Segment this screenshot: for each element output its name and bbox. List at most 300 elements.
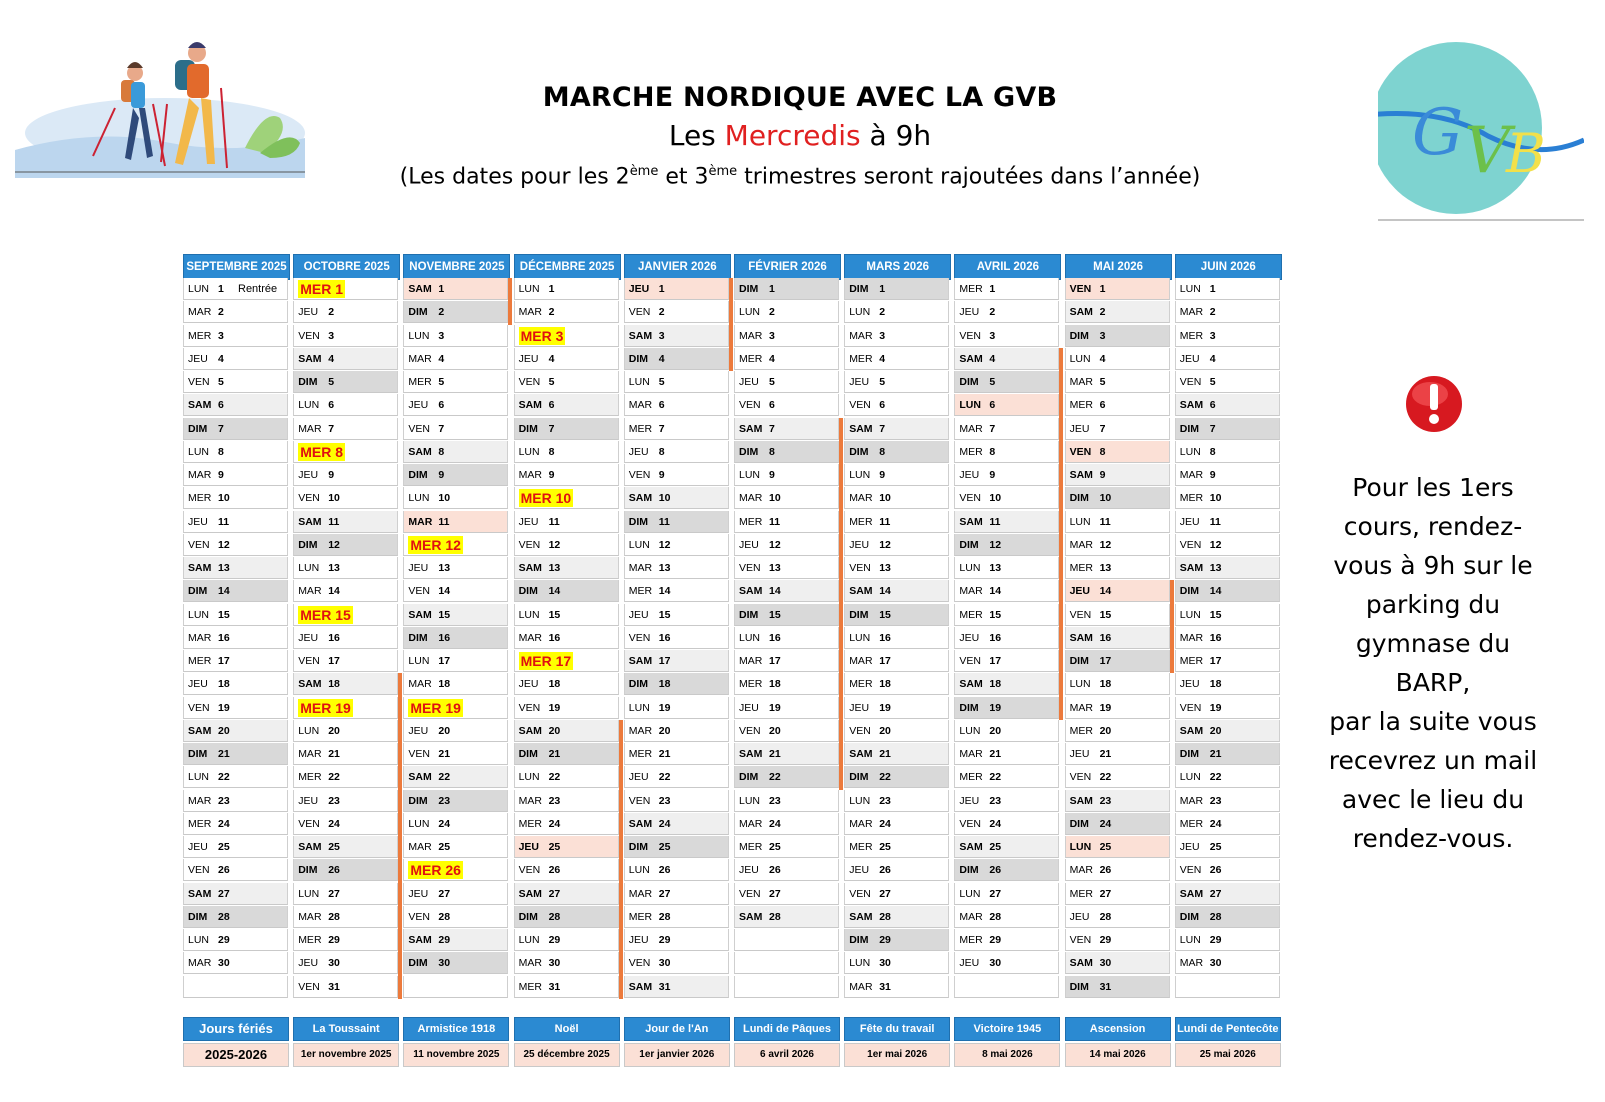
day-number: 28: [658, 910, 671, 923]
day-number: 21: [658, 748, 671, 760]
day-cell: [293, 906, 398, 928]
day-cell: [954, 929, 1059, 951]
day-cell: [954, 464, 1059, 486]
day-name: JEU: [1179, 841, 1200, 853]
day-name: VEN: [1069, 283, 1092, 295]
day-name: DIM: [188, 748, 208, 760]
day-number: 30: [879, 957, 891, 970]
day-name: LUN: [408, 492, 430, 505]
day-number: 9: [879, 469, 886, 481]
day-name: SAM: [628, 817, 653, 830]
day-number: 28: [1209, 910, 1222, 923]
day-number: 24: [548, 817, 561, 830]
day-cell: [403, 418, 508, 440]
day-number: 10: [328, 492, 340, 505]
walk-day-label: MER 12: [410, 536, 461, 553]
day-cell: [844, 534, 949, 556]
day-name: JEU: [628, 283, 650, 295]
day-name: VEN: [408, 910, 430, 923]
day-cell: [514, 952, 619, 974]
day-name: VEN: [849, 562, 871, 574]
day-cell: [844, 348, 949, 370]
day-number: 6: [989, 399, 996, 412]
day-cell: [183, 371, 288, 393]
day-name: MER: [739, 678, 763, 691]
day-name: MER: [1179, 817, 1204, 830]
day-name: SAM: [628, 980, 653, 993]
day-number: 6: [218, 399, 224, 412]
day-cell: [183, 673, 288, 695]
day-name: MER: [849, 841, 873, 853]
day-number: 29: [218, 934, 230, 946]
day-name: JEU: [1179, 515, 1200, 528]
day-number: 11: [989, 515, 1001, 528]
day-cell: [844, 580, 949, 602]
day-cell: [734, 511, 839, 533]
day-number: 5: [769, 376, 775, 388]
day-cell: [403, 836, 508, 858]
day-name: DIM: [1179, 422, 1200, 435]
day-cell: [624, 697, 729, 719]
day-name: JEU: [1179, 352, 1200, 365]
day-name: JEU: [188, 352, 208, 365]
day-cell: [624, 906, 729, 928]
day-number: 10: [218, 492, 230, 505]
day-number: 18: [548, 678, 561, 691]
day-name: MER: [628, 585, 653, 598]
day-number: 5: [218, 376, 224, 388]
day-cell: [1065, 976, 1170, 998]
day-number: 12: [769, 538, 781, 551]
day-name: SAM: [739, 748, 763, 760]
page-subtitle: [340, 119, 1260, 152]
day-name: JEU: [1069, 748, 1090, 760]
day-name: DIM: [628, 841, 649, 853]
day-number: 2: [658, 306, 665, 319]
day-cell: [183, 278, 288, 300]
day-name: LUN: [739, 306, 761, 319]
day-name: VEN: [408, 748, 430, 760]
day-cell: [844, 906, 949, 928]
day-cell: [183, 627, 288, 649]
day-cell: [734, 859, 839, 881]
day-name: SAM: [959, 678, 983, 691]
day-cell: [844, 836, 949, 858]
day-cell: [954, 557, 1059, 579]
day-number: 22: [658, 771, 671, 784]
day-cell: [624, 325, 729, 347]
day-number: 17: [769, 655, 781, 667]
day-number: 17: [879, 655, 891, 667]
day-number: 19: [989, 701, 1002, 714]
day-number: 9: [328, 469, 335, 481]
day-cell: [954, 766, 1059, 788]
day-name: DIM: [959, 701, 979, 714]
day-cell: [734, 441, 839, 463]
holiday-legend: [624, 1017, 730, 1067]
day-number: 13: [658, 562, 671, 574]
note-sup: ème: [708, 164, 738, 179]
day-number: 28: [218, 910, 230, 923]
day-name: MER: [959, 445, 983, 458]
day-number: 6: [879, 399, 886, 412]
day-name: MAR: [188, 794, 212, 807]
day-name: SAM: [1069, 306, 1093, 319]
day-cell: [844, 487, 949, 509]
day-number: 11: [1099, 515, 1111, 528]
day-number: 11: [328, 515, 340, 528]
day-name: LUN: [1179, 934, 1201, 946]
day-number: 4: [328, 352, 335, 365]
day-name: VEN: [959, 329, 981, 342]
day-number: 7: [879, 422, 886, 435]
day-name: JEU: [1069, 585, 1091, 598]
day-cell: [403, 859, 508, 881]
day-number: 6: [1209, 399, 1216, 412]
day-cell: [844, 394, 949, 416]
day-name: MER: [628, 422, 653, 435]
day-number: 8: [548, 445, 555, 458]
day-name: DIM: [188, 422, 208, 435]
day-number: 9: [218, 469, 224, 481]
day-number: 25: [438, 841, 451, 853]
day-cell: [1175, 325, 1280, 347]
day-name: LUN: [959, 562, 981, 574]
day-number: 21: [989, 748, 1002, 760]
day-number: 13: [1209, 562, 1222, 574]
day-name: SAM: [188, 399, 212, 412]
day-number: 22: [438, 771, 451, 784]
day-cell: [624, 859, 729, 881]
day-cell: [293, 766, 398, 788]
day-cell: [514, 836, 619, 858]
day-name: JEU: [628, 608, 649, 621]
day-name: MAR: [849, 492, 873, 505]
day-number: 27: [1209, 887, 1222, 900]
day-number: 19: [1209, 701, 1222, 714]
day-number: 30: [328, 957, 340, 970]
day-number: 5: [879, 376, 886, 388]
day-cell: [514, 580, 619, 602]
day-name: DIM: [1179, 910, 1200, 923]
month-header: OCTOBRE 2025: [293, 254, 400, 280]
day-cell: [514, 511, 619, 533]
page-title: MARCHE NORDIQUE AVEC LA GVB: [542, 82, 1058, 113]
day-number: 23: [1099, 794, 1112, 807]
day-cell: [403, 743, 508, 765]
day-number: 23: [769, 794, 781, 807]
day-cell: [403, 511, 508, 533]
day-number: 29: [438, 934, 451, 946]
holiday-name: Noël: [514, 1017, 620, 1041]
day-number: 29: [658, 934, 671, 946]
svg-text:G: G: [1412, 96, 1464, 170]
vacation-bar: [619, 720, 623, 999]
day-cell: [954, 418, 1059, 440]
day-name: LUN: [628, 864, 650, 877]
day-cell: [293, 790, 398, 812]
day-number: 23: [328, 794, 340, 807]
day-name: LUN: [628, 538, 650, 551]
day-number: 18: [218, 678, 230, 691]
day-cell: [624, 790, 729, 812]
day-number: 9: [438, 469, 445, 481]
holiday-legend: [514, 1017, 620, 1067]
day-name: SAM: [628, 329, 653, 342]
holiday-name: Fête du travail: [844, 1017, 950, 1041]
day-name: VEN: [1179, 701, 1202, 714]
day-name: LUN: [959, 399, 981, 412]
day-name: LUN: [849, 469, 871, 481]
day-cell: [1175, 301, 1280, 323]
day-number: 15: [1099, 608, 1112, 621]
day-name: DIM: [518, 748, 538, 760]
day-cell: [734, 790, 839, 812]
day-number: 29: [1099, 934, 1112, 946]
day-cell: [403, 627, 508, 649]
day-cell: [1175, 627, 1280, 649]
day-number: 25: [1099, 841, 1112, 853]
day-cell: [293, 394, 398, 416]
day-number: 10: [989, 492, 1002, 505]
day-cell: [1175, 580, 1280, 602]
day-name: MER: [1179, 492, 1204, 505]
day-number: 3: [769, 329, 775, 342]
day-number: 9: [658, 469, 665, 481]
day-name: MAR: [628, 724, 653, 737]
day-cell: [734, 604, 839, 626]
day-number: 29: [879, 934, 891, 946]
day-name: MAR: [298, 910, 322, 923]
day-number: 25: [658, 841, 671, 853]
day-cell: [403, 813, 508, 835]
day-name: MAR: [1179, 469, 1204, 481]
day-cell: [954, 720, 1059, 742]
day-name: MAR: [1069, 701, 1093, 714]
vacation-bar: [508, 278, 512, 325]
day-name: SAM: [959, 515, 983, 528]
day-name: SAM: [408, 445, 432, 458]
day-name: LUN: [1179, 771, 1201, 784]
day-number: 18: [879, 678, 891, 691]
day-name: MAR: [1179, 794, 1204, 807]
day-name: VEN: [298, 655, 320, 667]
gvb-logo: [1378, 36, 1584, 230]
day-name: DIM: [188, 910, 208, 923]
day-cell: [734, 813, 839, 835]
day-number: 3: [1099, 329, 1106, 342]
day-cell: [624, 720, 729, 742]
day-cell: [624, 534, 729, 556]
walk-day-label: MER 1: [300, 281, 343, 297]
day-number: 23: [1209, 794, 1222, 807]
day-number: 17: [328, 655, 340, 667]
day-name: JEU: [849, 538, 870, 551]
day-number: 4: [218, 352, 224, 365]
day-number: 4: [548, 352, 555, 365]
day-number: 1: [438, 283, 445, 295]
day-number: 22: [218, 771, 230, 784]
holiday-name: La Toussaint: [293, 1017, 399, 1041]
day-name: JEU: [1069, 910, 1090, 923]
day-name: VEN: [298, 329, 320, 342]
day-name: SAM: [408, 771, 432, 784]
day-number: 28: [879, 910, 891, 923]
day-cell: [293, 650, 398, 672]
day-cell: [1065, 511, 1170, 533]
day-number: 4: [1209, 352, 1216, 365]
day-number: 24: [218, 817, 230, 830]
day-cell: [954, 394, 1059, 416]
day-name: DIM: [408, 306, 428, 319]
day-cell: [403, 697, 508, 719]
holiday-legend: [183, 1017, 289, 1067]
day-name: JEU: [518, 841, 540, 853]
day-cell: [954, 441, 1059, 463]
day-cell: [1175, 720, 1280, 742]
day-number: 3: [218, 329, 224, 342]
day-cell: [954, 534, 1059, 556]
day-number: 2: [218, 306, 224, 319]
day-number: 21: [548, 748, 561, 760]
day-cell: [514, 278, 619, 300]
day-cell: [183, 394, 288, 416]
day-cell: [183, 743, 288, 765]
day-name: VEN: [849, 724, 871, 737]
day-number: 20: [218, 724, 230, 737]
day-name: MER: [739, 352, 763, 365]
day-cell: [844, 441, 949, 463]
holiday-date: 2025-2026: [183, 1043, 289, 1067]
day-number: 21: [328, 748, 340, 760]
day-name: SAM: [298, 352, 322, 365]
day-cell: [403, 278, 508, 300]
day-name: MAR: [518, 631, 542, 644]
day-cell: [514, 371, 619, 393]
day-name: JEU: [298, 631, 319, 644]
day-cell: [954, 906, 1059, 928]
day-cell: [403, 929, 508, 951]
day-cell: [1065, 580, 1170, 602]
day-name: MAR: [408, 515, 433, 528]
day-name: VEN: [849, 887, 871, 900]
day-cell: [624, 883, 729, 905]
day-cell: [954, 487, 1059, 509]
day-number: 7: [989, 422, 996, 435]
day-name: SAM: [1069, 957, 1093, 970]
day-name: LUN: [1179, 445, 1201, 458]
day-number: 11: [769, 515, 781, 528]
day-number: 7: [1209, 422, 1216, 435]
day-cell: [954, 604, 1059, 626]
day-number: 4: [769, 352, 775, 365]
day-number: 8: [989, 445, 996, 458]
day-name: JEU: [408, 562, 429, 574]
day-name: MER: [188, 492, 212, 505]
day-number: 29: [1209, 934, 1222, 946]
day-number: 18: [438, 678, 451, 691]
warning-icon: [1404, 374, 1464, 434]
day-cell: [1175, 906, 1280, 928]
day-name: SAM: [1179, 887, 1204, 900]
day-number: 24: [328, 817, 340, 830]
day-name: SAM: [1069, 631, 1093, 644]
day-note: Rentrée: [238, 283, 278, 295]
day-number: 4: [989, 352, 996, 365]
day-number: 12: [989, 538, 1002, 551]
day-number: 20: [879, 724, 891, 737]
day-number: 28: [1099, 910, 1112, 923]
day-number: 15: [218, 608, 230, 621]
day-name: VEN: [739, 724, 761, 737]
day-number: 28: [989, 910, 1002, 923]
day-number: 21: [218, 748, 230, 760]
day-name: MER: [518, 817, 542, 830]
day-name: DIM: [1069, 980, 1089, 993]
day-name: JEU: [1179, 678, 1200, 691]
day-number: 9: [1099, 469, 1106, 481]
day-number: 8: [658, 445, 665, 458]
day-cell: [1065, 441, 1170, 463]
day-cell: [624, 813, 729, 835]
day-cell: [183, 441, 288, 463]
day-cell: [1065, 766, 1170, 788]
empty-cell: [954, 976, 1059, 998]
hikers-illustration: [15, 38, 305, 178]
day-number: 13: [548, 562, 561, 574]
day-number: 10: [658, 492, 671, 505]
day-cell: [624, 743, 729, 765]
day-number: 23: [548, 794, 561, 807]
day-number: 24: [1209, 817, 1222, 830]
day-name: MAR: [408, 841, 432, 853]
day-name: DIM: [408, 794, 428, 807]
holiday-name: Lundi de Pâques: [734, 1017, 840, 1041]
day-number: 18: [328, 678, 340, 691]
svg-text:B: B: [1506, 122, 1546, 185]
day-number: 15: [438, 608, 451, 621]
day-number: 14: [1209, 585, 1222, 598]
day-cell: [293, 976, 398, 998]
day-number: 16: [328, 631, 340, 644]
day-number: 9: [548, 469, 555, 481]
day-name: MER: [739, 515, 763, 528]
day-cell: [293, 487, 398, 509]
day-cell: [844, 604, 949, 626]
day-cell: [624, 580, 729, 602]
vacation-bar: [729, 278, 733, 371]
day-number: 9: [1209, 469, 1216, 481]
day-cell: [954, 883, 1059, 905]
day-number: 16: [1099, 631, 1112, 644]
walk-day-label: MER 19: [300, 699, 351, 716]
note-part: (Les dates pour les 2: [399, 164, 630, 190]
day-name: VEN: [628, 957, 651, 970]
day-cell: [844, 766, 949, 788]
day-name: DIM: [849, 608, 869, 621]
day-number: 25: [769, 841, 781, 853]
day-cell: [734, 720, 839, 742]
day-cell: [624, 836, 729, 858]
day-cell: [844, 371, 949, 393]
day-name: DIM: [849, 934, 869, 946]
day-name: DIM: [518, 422, 538, 435]
month-header: FÉVRIER 2026: [734, 254, 841, 280]
day-name: VEN: [188, 376, 210, 388]
day-cell: [954, 278, 1059, 300]
day-number: 2: [548, 306, 555, 319]
day-name: MAR: [739, 655, 763, 667]
